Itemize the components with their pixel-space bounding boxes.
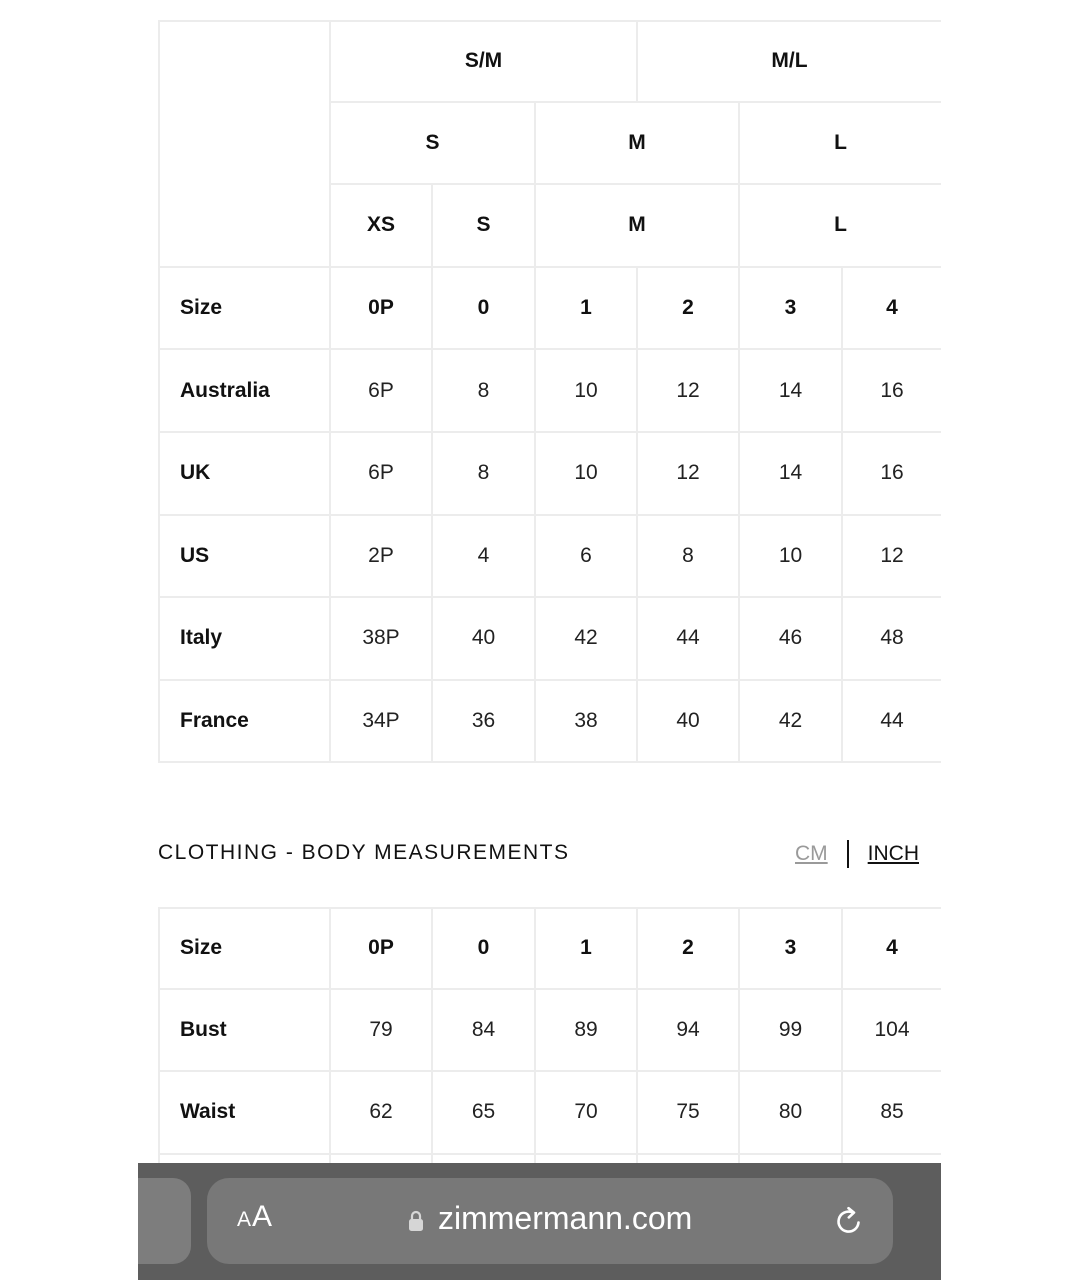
table-cell: 75 [638, 1072, 740, 1155]
previous-tab-preview[interactable] [138, 1178, 191, 1264]
table-cell: 40 [433, 598, 536, 681]
table-cell: 65 [433, 1072, 536, 1155]
table-cell: 6 [536, 516, 638, 599]
table-cell: 8 [433, 433, 536, 516]
row-label: Italy [158, 598, 331, 681]
table-cell: 38 [536, 681, 638, 764]
address-bar[interactable] [207, 1178, 893, 1264]
table-cell: 62 [331, 1072, 433, 1155]
browser-toolbar [138, 1163, 941, 1280]
unit-cm-link[interactable]: CM [795, 842, 828, 865]
size-header-cell: 3 [740, 268, 843, 351]
table-cell: 14 [740, 433, 843, 516]
row-label: Size [158, 907, 331, 990]
table-cell: 42 [536, 598, 638, 681]
size-header-cell: 2 [638, 268, 740, 351]
row-label: US [158, 516, 331, 599]
lock-icon [408, 1210, 424, 1232]
sub-header: L [740, 185, 941, 268]
size-header-cell: 1 [536, 907, 638, 990]
table-cell: 6P [331, 433, 433, 516]
table-cell: 46 [740, 598, 843, 681]
table-cell: 99 [740, 990, 843, 1073]
table-cell: 12 [638, 433, 740, 516]
table-cell: 40 [638, 681, 740, 764]
text-size-small-glyph: A [237, 1208, 252, 1231]
row-label: Australia [158, 350, 331, 433]
table-cell: 44 [843, 681, 941, 764]
mid-header: L [740, 103, 941, 186]
mid-header: M [536, 103, 740, 186]
table-cell: 8 [638, 516, 740, 599]
size-header-cell: 3 [740, 907, 843, 990]
table-corner-cell [158, 20, 331, 268]
table-cell: 79 [331, 990, 433, 1073]
table-cell: 2P [331, 516, 433, 599]
text-size-button[interactable] [237, 1200, 272, 1234]
sub-header: XS [331, 185, 433, 268]
mid-header: S [331, 103, 536, 186]
table-cell: 89 [536, 990, 638, 1073]
table-cell: 48 [843, 598, 941, 681]
row-label: Waist [158, 1072, 331, 1155]
table-cell: 84 [433, 990, 536, 1073]
table-cell: 38P [331, 598, 433, 681]
size-header-cell: 4 [843, 907, 941, 990]
table-cell: 94 [638, 990, 740, 1073]
unit-inch-link[interactable]: INCH [867, 842, 920, 865]
table-cell: 42 [740, 681, 843, 764]
size-header-cell: 4 [843, 268, 941, 351]
row-label: Bust [158, 990, 331, 1073]
unit-toggle [795, 840, 919, 868]
group-header: S/M [331, 20, 638, 103]
table-cell: 34P [331, 681, 433, 764]
table-cell: 44 [638, 598, 740, 681]
row-label: France [158, 681, 331, 764]
size-header-cell: 2 [638, 907, 740, 990]
table-cell: 10 [536, 350, 638, 433]
table-cell: 16 [843, 433, 941, 516]
url-text[interactable]: zimmermann.com [438, 1200, 693, 1236]
table-cell: 36 [433, 681, 536, 764]
unit-separator [847, 840, 849, 868]
table-cell: 85 [843, 1072, 941, 1155]
table-cell: 104 [843, 990, 941, 1073]
size-header-cell: 1 [536, 268, 638, 351]
table-cell: 12 [843, 516, 941, 599]
size-header-cell: 0 [433, 268, 536, 351]
table-cell: 6P [331, 350, 433, 433]
table-cell: 70 [536, 1072, 638, 1155]
table-cell: 80 [740, 1072, 843, 1155]
row-label: UK [158, 433, 331, 516]
table-cell: 14 [740, 350, 843, 433]
table-cell: 16 [843, 350, 941, 433]
table-cell: 12 [638, 350, 740, 433]
group-header: M/L [638, 20, 941, 103]
row-label: Size [158, 268, 331, 351]
table-cell: 4 [433, 516, 536, 599]
sub-header: S [433, 185, 536, 268]
table-cell: 8 [433, 350, 536, 433]
size-header-cell: 0P [331, 268, 433, 351]
text-size-large-glyph: A [252, 1200, 273, 1233]
sub-header: M [536, 185, 740, 268]
size-header-cell: 0P [331, 907, 433, 990]
table-cell: 10 [740, 516, 843, 599]
reload-icon[interactable] [833, 1205, 865, 1237]
section-title: CLOTHING - BODY MEASUREMENTS [158, 841, 570, 864]
size-header-cell: 0 [433, 907, 536, 990]
table-cell: 10 [536, 433, 638, 516]
